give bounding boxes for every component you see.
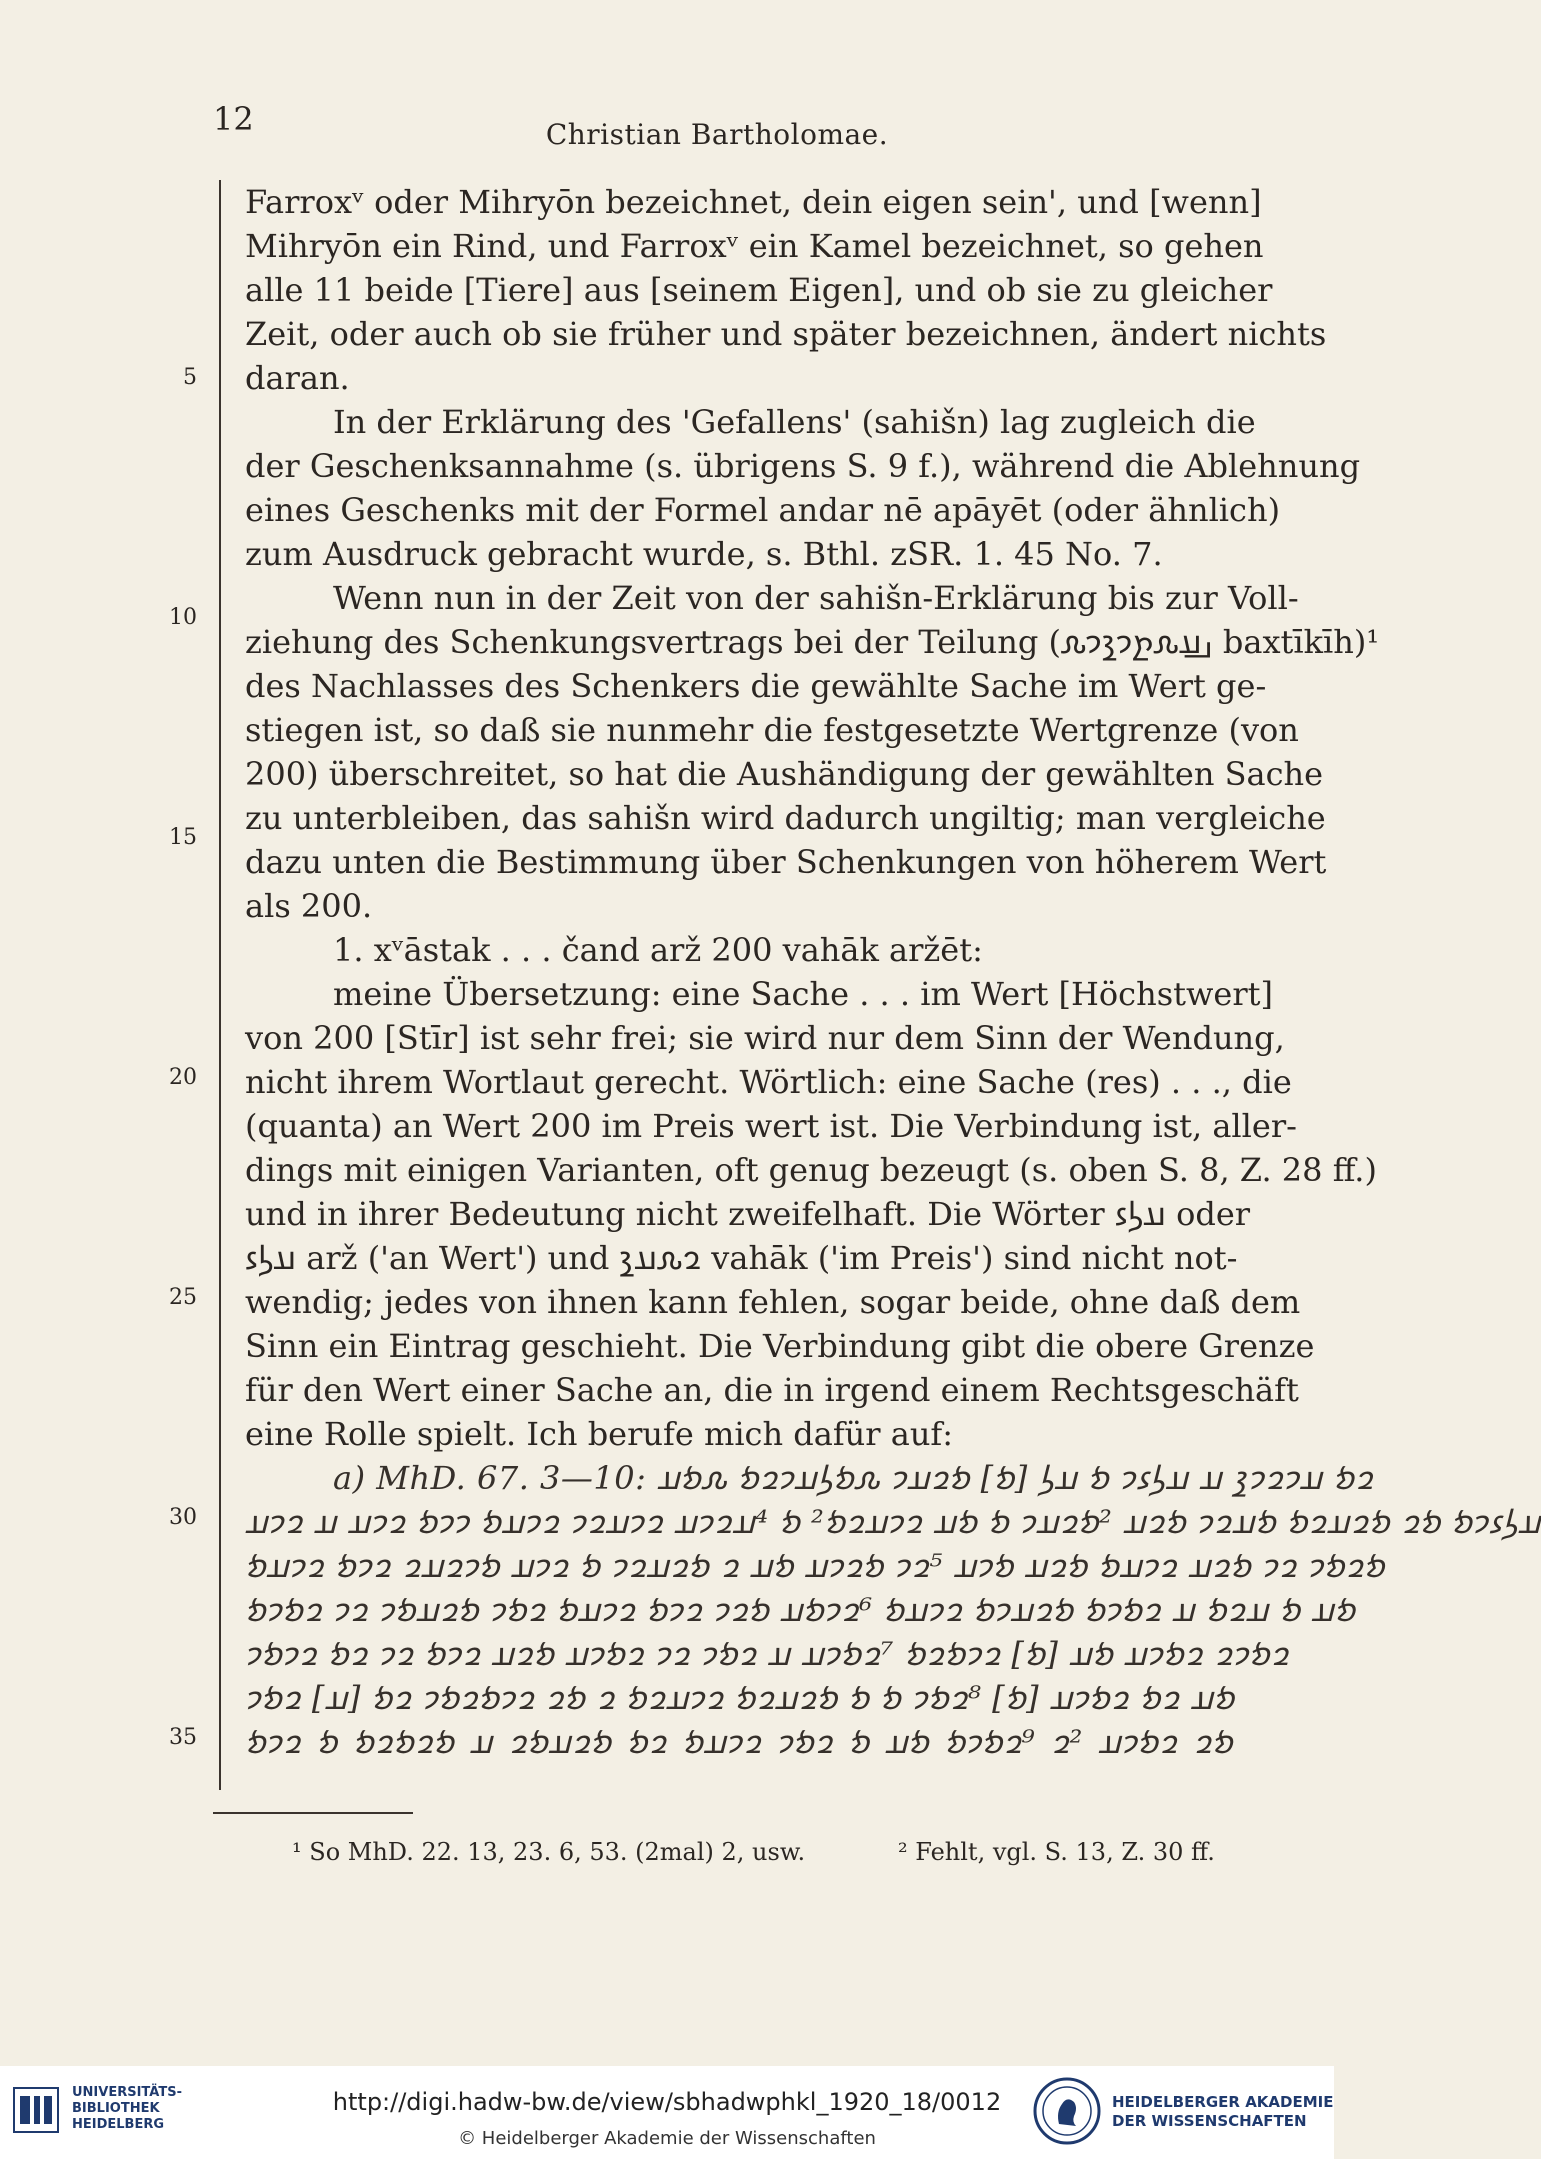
text-line: Mihryōn ein Rind, und Farroxᵛ ein Kamel bezeichnet, so gehen [245,227,1264,265]
text-line: von 200 [Stīr] ist sehr frei; sie wird nur dem Sinn der Wendung, [245,1019,1285,1057]
text-line: zum Ausdruck gebracht wurde, s. Bthl. zSR. 1. 45 No. 7. [245,535,1163,573]
university-library-name: UNIVERSITÄTS- BIBLIOTHEK HEIDELBERG [72,2085,182,2132]
text-line: daran. [245,359,350,397]
footnote-2: ² Fehlt, vgl. S. 13, Z. 30 ff. [898,1838,1215,1866]
text-line: als 200. [245,887,373,925]
running-head: Christian Bartholomae. [545,118,889,151]
text-line: des Nachlasses des Schenkers die gewählte Sache im Wert ge- [245,667,1267,705]
text-line: Wenn nun in der Zeit von der sahišn-Erklärung bis zur Voll- [333,579,1299,617]
academy-name: HEIDELBERGER AKADEMIE DER WISSENSCHAFTEN [1112,2093,1334,2130]
text-line: 𐭠𐭫𐭦 arž ('an Wert') und 𐭥𐭧𐭠𐭪 vahāk ('im Preis') sind nicht not- [245,1239,1238,1277]
body-text [245,180,1541,1764]
text-line: stiegen ist, so daß sie nunmehr die festgesetzte Wertgrenze (von [245,711,1299,749]
pahlavi-line: 𐭬𐭠 𐭥𐭬 𐭥𐭬𐭩𐭠 [𐭬] ⁸𐭥𐭬𐭩 𐭬 𐭬 𐭬𐭥𐭠𐭥𐭬 𐭥𐭩𐭠𐭥𐭬 𐭥 𐭬𐭥 𐭥𐭩𐭬𐭥𐭬𐭩 𐭥𐭬 [𐭠] 𐭥𐭬𐭩 [245,1679,1235,1717]
text-line: ziehung des Schenkungsvertrags bei der Teilung (𐭡𐭠𐭧𐭲𐭩𐭪𐭩𐭧 baxtīkīh)¹ [245,623,1380,661]
line-number: 20 [169,1065,197,1090]
text-line: meine Übersetzung: eine Sache . . . im Wert [Höchstwert] [333,975,1273,1013]
pahlavi-line: 𐭠𐭫𐭦𐭩𐭬 𐭬𐭥 𐭬𐭥𐭠𐭥𐭬 𐭬𐭠𐭥𐭩 𐭬𐭥𐭠 ²𐭬𐭥𐭠𐭩 𐭬 𐭬𐭠 𐭥𐭩𐭠𐭥𐭬² 𐭬 ⁴𐭠𐭥𐭩𐭠 𐭥𐭩𐭠𐭥𐭩 𐭥𐭩𐭠𐭬 𐭩𐭩𐭬 𐭥𐭩𐭠 𐭠 𐭥𐭩𐭠 [245,1503,1541,1541]
line-number: 25 [169,1285,197,1310]
text-line: dings mit einigen Varianten, oft genug bezeugt (s. oben S. 8, Z. 28 ff.) [245,1151,1377,1189]
text-line: für den Wert einer Sache an, die in irgend einem Rechtsgeschäft [245,1371,1299,1409]
text-line: der Geschenksannahme (s. übrigens S. 9 f.), während die Ablehnung [245,447,1361,485]
text-line: wendig; jedes von ihnen kann fehlen, sogar beide, ohne daß dem [245,1283,1301,1321]
pahlavi-line: 𐭬𐭥 𐭥𐭬𐭩𐭠 ²𐭥 ⁹𐭥𐭬𐭩𐭬 𐭬𐭠 𐭬 𐭥𐭬𐭩 𐭥𐭩𐭠𐭬 𐭥𐭬 𐭬𐭥𐭠𐭬𐭥 𐭠 𐭬𐭥𐭬𐭥𐭬 𐭬 𐭥𐭩𐭬 [245,1723,1233,1761]
footnote-rule [213,1812,413,1814]
pahlavi-line: 𐭬𐭥𐭬𐭩 𐭥𐭩 𐭬𐭥𐭠 𐭥𐭩𐭠𐭬 𐭬𐭥𐭠 𐭬𐭩𐭠 ⁵𐭥𐭩 𐭬𐭥𐭩𐭠 𐭬𐭠 𐭥 𐭬𐭥𐭠𐭥𐭩 𐭬 𐭥𐭩𐭠 𐭬𐭩𐭥𐭠𐭥 𐭥𐭩𐭬 𐭥𐭩𐭠𐭬 [245,1547,1385,1585]
margin-rule [219,180,221,1790]
text-line: eines Geschenks mit der Formel andar nē apāyēt (oder ähnlich) [245,491,1281,529]
text-line: nicht ihrem Wortlaut gerecht. Wörtlich: eine Sache (res) . . ., die [245,1063,1292,1101]
pahlavi-line: a) MhD. 67. 3—10: 𐭥𐭬 𐭠𐭩𐭥𐭩𐭪 𐭠 𐭠𐭫𐭦𐭩 𐭬 𐭠𐭫 [𐭬] 𐭬𐭥𐭠𐭩 𐭧𐭬𐭫𐭠𐭩𐭥𐭬 𐭧𐭬𐭠 [333,1459,1374,1497]
line-number: 5 [183,365,197,390]
text-line: (quanta) an Wert 200 im Preis wert ist. Die Verbindung ist, aller- [245,1107,1297,1145]
section-heading: 1. xᵛāstak . . . čand arž 200 vahāk aržēt: [333,931,983,969]
text-line: Zeit, oder auch ob sie früher und später bezeichnen, ändert nichts [245,315,1327,353]
text-line: eine Rolle spielt. Ich berufe mich dafür auf: [245,1415,954,1453]
footnote-1: ¹ So MhD. 22. 13, 23. 6, 53. (2mal) 2, usw. [292,1838,806,1866]
text-line: alle 11 beide [Tiere] aus [seinem Eigen], und ob sie zu gleicher [245,271,1273,309]
source-url-link[interactable]: http://digi.hadw-bw.de/view/sbhadwphkl_1920_18/0012 [332,2088,1002,2116]
page-number: 12 [213,100,254,138]
text-line: In der Erklärung des 'Gefallens' (sahišn) lag zugleich die [333,403,1256,441]
text-line: Sinn ein Eintrag geschieht. Die Verbindung gibt die obere Grenze [245,1327,1315,1365]
text-line: zu unterbleiben, das sahišn wird dadurch ungiltig; man vergleiche [245,799,1326,837]
line-number: 15 [169,825,197,850]
copyright-notice: © Heidelberger Akademie der Wissenschaften [458,2128,876,2149]
line-number: 10 [169,605,197,630]
text-line: dazu unten die Bestimmung über Schenkungen von höherem Wert [245,843,1327,881]
text-line: 200) überschreitet, so hat die Aushändigung der gewählten Sache [245,755,1324,793]
academy-seal-icon [1032,2076,1102,2146]
line-number: 35 [169,1725,197,1750]
pahlavi-line: 𐭥𐭬𐭩𐭥 𐭥𐭬𐭩𐭠 𐭬𐭠 [𐭬] 𐭥𐭩𐭬𐭥𐭬 ⁷𐭥𐭬𐭩𐭠 𐭠 𐭥𐭬𐭩 𐭥𐭩 𐭥𐭬𐭩𐭠 𐭬𐭥𐭠 𐭥𐭩𐭬 𐭥𐭩 𐭥𐭬 𐭥𐭩𐭬𐭩 [245,1635,1289,1673]
line-number: 30 [169,1505,197,1530]
text-line: und in ihrer Bedeutung nicht zweifelhaft. Die Wörter 𐭠𐭫𐭦 oder [245,1195,1251,1233]
pahlavi-line: 𐭬𐭠 𐭬 𐭠𐭥𐭬 𐭠 𐭥𐭬𐭩𐭬 𐭬𐭥𐭠𐭩𐭬 𐭥𐭩𐭠𐭬 ⁶𐭥𐭩𐭬𐭠 𐭬𐭥𐭩 𐭥𐭩𐭬 𐭥𐭩𐭠𐭬 𐭥𐭬𐭩 𐭬𐭥𐭠𐭬𐭩 𐭥𐭩 𐭥𐭬𐭩𐭬 [245,1591,1356,1629]
text-line: Farroxᵛ oder Mihryōn bezeichnet, dein eigen sein', und [wenn] [245,183,1262,221]
